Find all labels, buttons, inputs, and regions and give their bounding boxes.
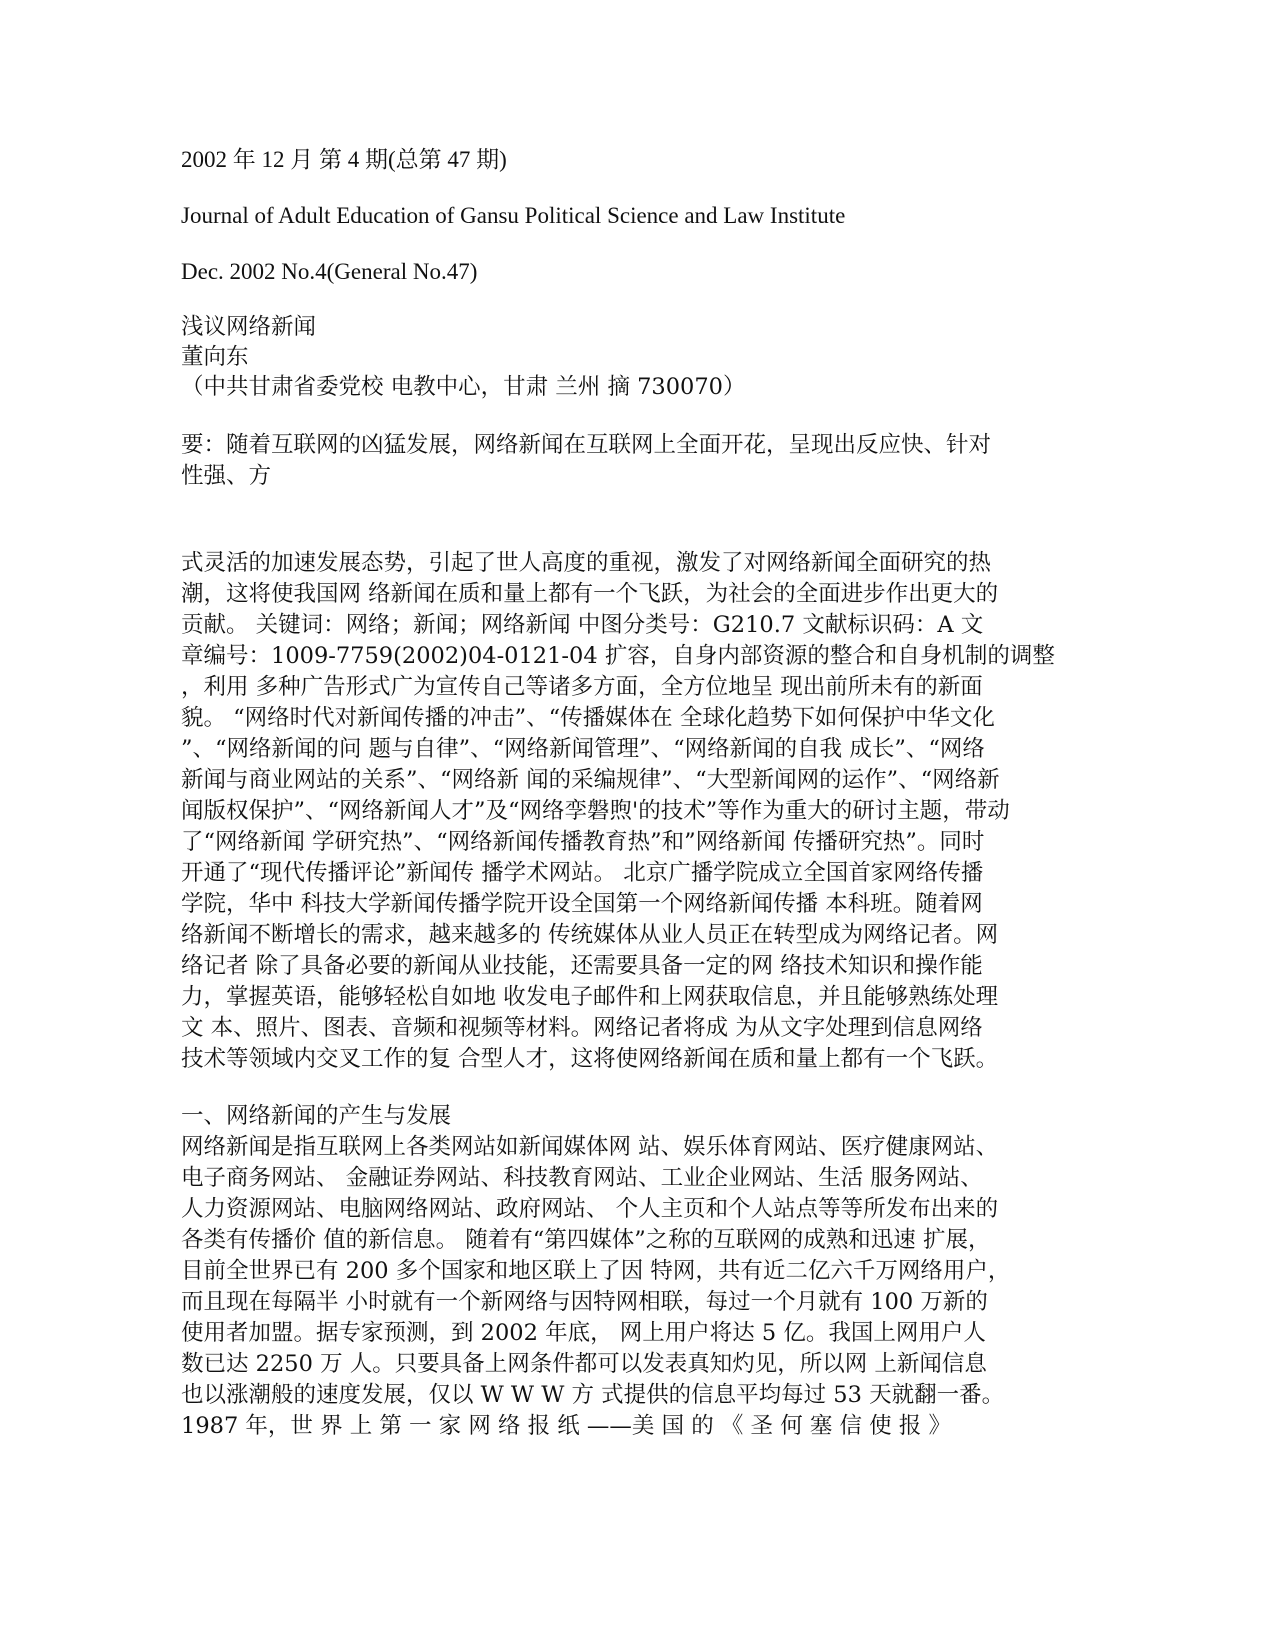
body-line: 络记者 除了具备必要的新闻从业技能，还需要具备一定的网 络技术知识和操作能: [181, 953, 983, 979]
section-line: 也以涨潮般的速度发展，仅以 W W W 方 式提供的信息平均每过 53 天就翻一番。: [181, 1382, 1005, 1408]
body-line: 技术等领域内交叉工作的复 合型人才，这将使网络新闻在质和量上都有一个飞跃。: [181, 1046, 999, 1072]
body-line: 文 本、照片、图表、音频和视频等材料。网络记者将成 为从文字处理到信息网络: [181, 1015, 983, 1041]
article-title: 浅议网络新闻: [181, 314, 317, 340]
section-line: 电子商务网站、 金融证券网站、科技教育网站、工业企业网站、生活 服务网站、: [181, 1165, 983, 1191]
journal-title-en: Journal of Adult Education of Gansu Political Science and Law Institute: [181, 203, 846, 228]
issue-line: 2002 年 12 月 第 4 期(总第 47 期): [181, 147, 507, 172]
body-line: 贡献。 关键词：网络；新闻；网络新闻 中图分类号：G210.7 文献标识码：A 文: [181, 612, 984, 638]
body-line: 学院，华中 科技大学新闻传播学院开设全国第一个网络新闻传播 本科班。随着网: [181, 891, 983, 917]
section-line: 1987 年，世 界 上 第 一 家 网 络 报 纸 ——美 国 的 《 圣 何 塞 信 使 报 》: [181, 1413, 951, 1439]
body-line: 潮，这将使我国网 络新闻在质和量上都有一个飞跃，为社会的全面进步作出更大的: [181, 581, 999, 607]
section-line: 目前全世界已有 200 多个国家和地区联上了因 特网，共有近二亿六千万网络用户，: [181, 1258, 1011, 1284]
body-line: 式灵活的加速发展态势，引起了世人高度的重视，激发了对网络新闻全面研究的热: [181, 550, 992, 576]
body-line: 络新闻不断增长的需求，越来越多的 传统媒体从业人员正在转型成为网络记者。网: [181, 922, 999, 948]
author-affiliation: （中共甘肃省委党校 电教中心，甘肃 兰州 摘 730070）: [181, 374, 746, 400]
section-line: 人力资源网站、电脑网络网站、政府网站、 个人主页和个人站点等等所发布出来的: [181, 1196, 999, 1222]
section-line: 而且现在每隔半 小时就有一个新网络与因特网相联，每过一个月就有 100 万新的: [181, 1289, 988, 1315]
abstract-line: 要：随着互联网的凶猛发展，网络新闻在互联网上全面开花，呈现出反应快、针对: [181, 432, 992, 458]
section-heading: 一、网络新闻的产生与发展: [181, 1103, 452, 1129]
section-line: 数已达 2250 万 人。只要具备上网条件都可以发表真知灼见，所以网 上新闻信息: [181, 1351, 987, 1377]
issue-en: Dec. 2002 No.4(General No.47): [181, 259, 478, 284]
body-line: ，利用 多种广告形式广为宣传自己等诸多方面，全方位地呈 现出前所未有的新面: [181, 674, 983, 700]
body-line: 貌。 “网络时代对新闻传播的冲击”、“传播媒体在 全球化趋势下如何保护中华文化: [181, 705, 995, 731]
section-line: 网络新闻是指互联网上各类网站如新闻媒体网 站、娱乐体育网站、医疗健康网站、: [181, 1134, 999, 1160]
section-line: 使用者加盟。据专家预测，到 2002 年底， 网上用户将达 5 亿。我国上网用户人: [181, 1320, 986, 1346]
body-line: 闻版权保护”、“网络新闻人才”及“网络孪磐煦'的技术”等作为重大的研讨主题，带动: [181, 798, 1010, 824]
abstract-line: 性强、方: [181, 463, 272, 489]
section-line: 各类有传播价 值的新信息。 随着有“第四媒体”之称的互联网的成熟和迅速 扩展，: [181, 1227, 991, 1253]
body-line: ”、“网络新闻的问 题与自律”、“网络新闻管理”、“网络新闻的自我 成长”、“网络: [181, 736, 985, 762]
body-line: 章编号：1009-7759(2002)04-0121-04 扩容，自身内部资源的整合和自身机制的调整: [181, 643, 1055, 669]
body-line: 开通了“现代传播评论”新闻传 播学术网站。 北京广播学院成立全国首家网络传播: [181, 860, 984, 886]
body-line: 新闻与商业网站的关系”、“网络新 闻的采编规律”、“大型新闻网的运作”、“网络新: [181, 767, 1000, 793]
body-line: 了“网络新闻 学研究热”、“网络新闻传播教育热”和”网络新闻 传播研究热”。同时: [181, 829, 985, 855]
author-name: 董向东: [181, 344, 249, 370]
body-line: 力，掌握英语，能够轻松自如地 收发电子邮件和上网获取信息，并且能够熟练处理: [181, 984, 999, 1010]
